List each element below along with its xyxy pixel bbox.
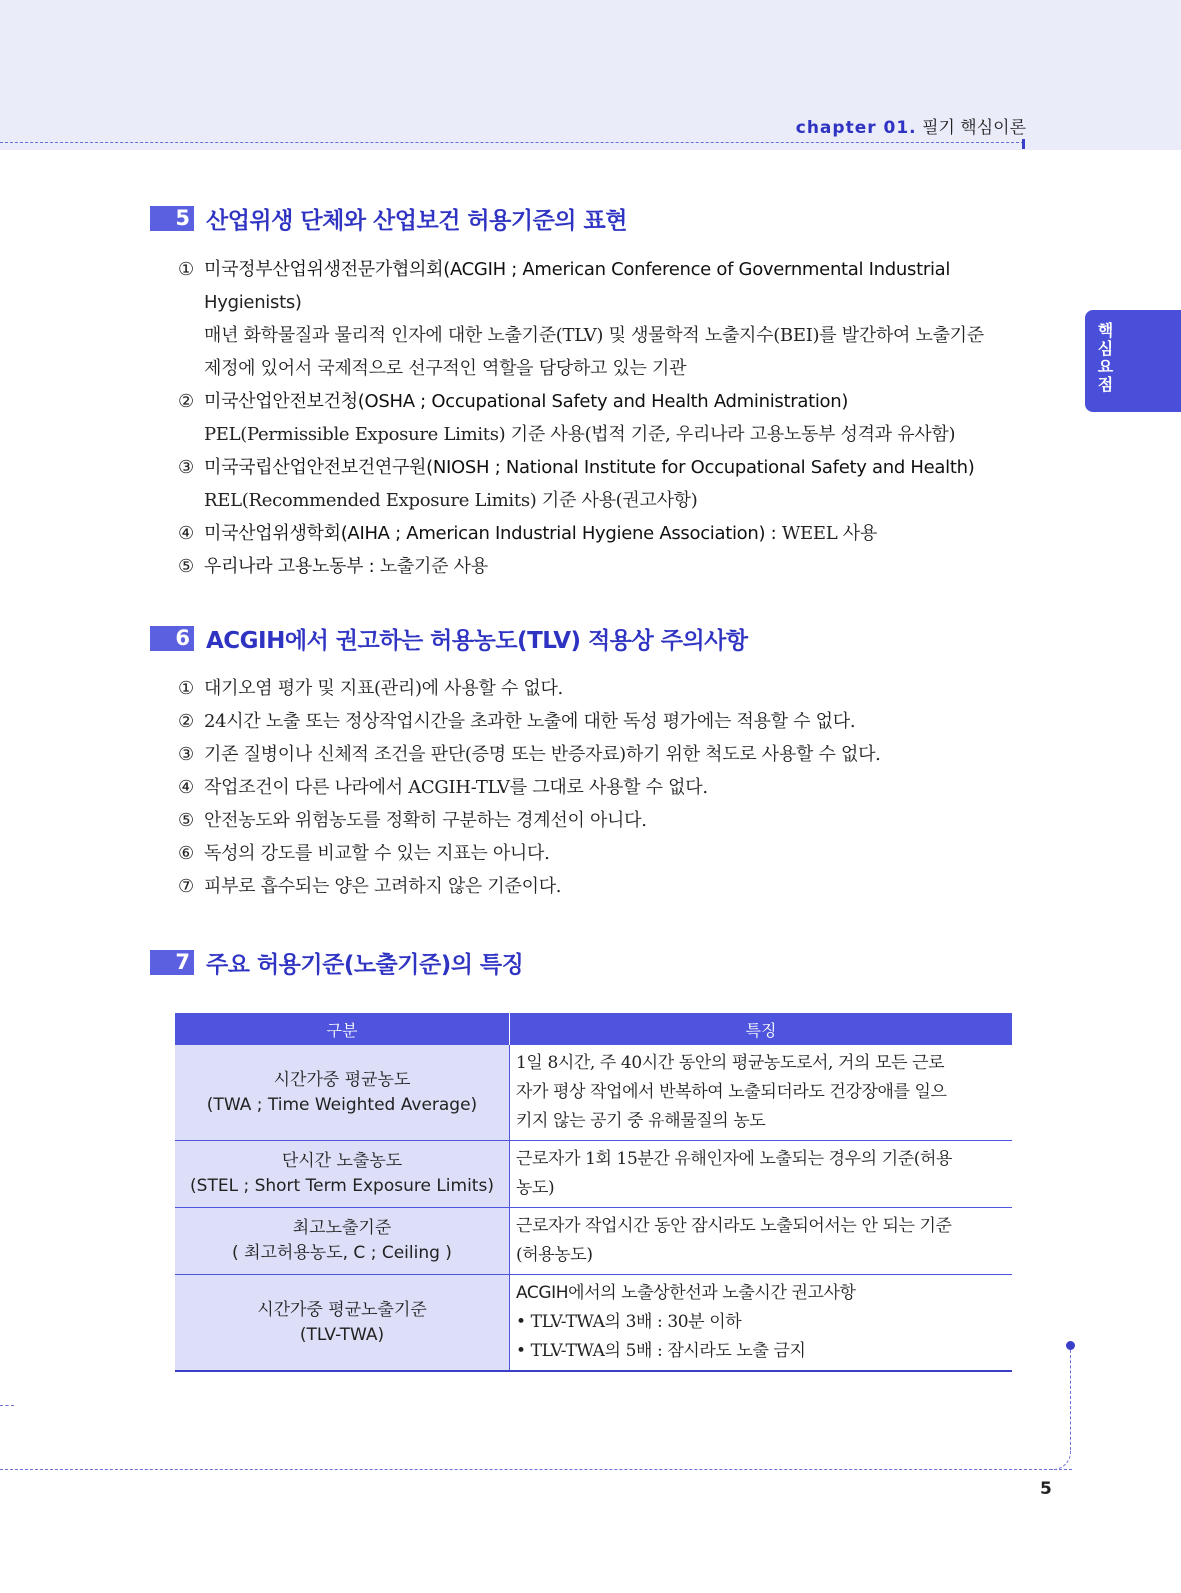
footer-corner-dash [1052,1450,1071,1470]
organization-name: 미국산업안전보건청(OSHA ; Occupational Safety and Health Administration) [204,391,849,412]
header-divider [0,142,1024,143]
section-number: 5 [150,206,194,231]
list-item [178,771,1018,804]
item-description: 매년 화학물질과 물리적 인자에 대한 노출기준(TLV) 및 생물학적 노출지수(BEI)를 발간하여 노출기준 [204,325,984,346]
feature-line: 자가 평상 작업에서 반복하여 노출되더라도 건강장애를 일으 [516,1082,947,1102]
item-marker: ③ [178,744,194,765]
side-tab-label: 핵심요점 [1095,322,1114,394]
item-marker: ① [178,259,194,280]
list-item [178,253,1018,286]
category-cell [175,1045,510,1141]
item-text: 대기오염 평가 및 지표(관리)에 사용할 수 없다. [204,678,563,699]
footer-divider [0,1469,1072,1470]
feature-line: • TLV-TWA의 3배 : 30분 이하 [516,1312,742,1332]
organization-name: 미국국립산업안전보건연구원(NIOSH ; National Institute for Occupational Safety and Health) [204,457,975,478]
footer-vertical-dash [1070,1350,1071,1450]
category-abbr: ( 최고허용농도, C ; Ceiling ) [232,1243,452,1263]
item-marker: ⑤ [178,556,194,577]
section-title: 산업위생 단체와 산업보건 허용기준의 표현 [206,207,627,234]
table-row [175,1045,1012,1141]
exposure-standards-table [175,1013,1012,1372]
item-description: PEL(Permissible Exposure Limits) 기준 사용(법적 기준, 우리나라 고용노동부 성격과 유사함) [204,424,956,445]
item-marker: ⑦ [178,876,194,897]
column-header: 구분 [175,1013,510,1045]
feature-line: (허용농도) [516,1245,593,1265]
feature-line: 키지 않는 공기 중 유해물질의 농도 [516,1111,766,1131]
category-name: 시간가중 평균노출기준 [257,1299,427,1320]
feature-line: 근로자가 1회 15분간 유해인자에 노출되는 경우의 기준(허용 [516,1149,953,1169]
column-header: 특징 [510,1013,1013,1045]
item-text: 작업조건이 다른 나라에서 ACGIH-TLV를 그대로 사용할 수 없다. [204,777,708,798]
list-item [178,385,1018,418]
item-marker: ② [178,391,194,412]
category-abbr: (TWA ; Time Weighted Average) [206,1094,478,1115]
category-abbr: (TLV-TWA) [299,1324,385,1345]
chapter-title: 필기 핵심이론 [922,118,1026,138]
list-item [178,517,1018,550]
feature-line: 근로자가 작업시간 동안 잠시라도 노출되어서는 안 되는 기준 [516,1216,952,1236]
section-6-heading [150,620,748,656]
list-item [178,550,1018,583]
feature-line: 농도) [516,1178,555,1198]
chapter-heading [796,113,1026,138]
item-marker: ⑤ [178,810,194,831]
section-title: 주요 허용기준(노출기준)의 특징 [206,951,524,978]
item-description: 제정에 있어서 국제적으로 선구적인 역할을 담당하고 있는 기관 [204,358,687,379]
item-text: 독성의 강도를 비교할 수 있는 지표는 아니다. [204,843,550,864]
section-7-heading [150,944,523,980]
feature-line: • TLV-TWA의 5배 : 잠시라도 노출 금지 [516,1341,806,1361]
item-description: REL(Recommended Exposure Limits) 기준 사용(권고사항) [204,490,698,511]
feature-cell [510,1141,1013,1208]
item-text: 24시간 노출 또는 정상작업시간을 초과한 노출에 대한 독성 평가에는 적용할 수 없다. [204,711,856,732]
page-number: 5 [1040,1479,1052,1499]
section-5-heading [150,200,627,236]
organization-name-cont [204,286,302,319]
feature-line: ACGIH에서의 노출상한선과 노출시간 권고사항 [516,1283,856,1303]
list-item [178,451,1018,484]
section-number: 6 [150,626,194,651]
list-item [178,705,1018,738]
chapter-label: chapter 01. [795,118,917,138]
item-text: 안전농도와 위험농도를 정확히 구분하는 경계선이 아니다. [204,810,647,831]
list-item [178,738,1018,771]
category-name: 단시간 노출농도 [281,1151,403,1171]
list-item [178,672,1018,705]
feature-cell [510,1208,1013,1275]
header-divider-tick [1022,139,1025,149]
item-tail: WEEL 사용 [781,523,877,544]
feature-cell [510,1275,1013,1372]
category-name: 시간가중 평균농도 [273,1069,411,1090]
item-marker: ③ [178,457,194,478]
organization-name: 미국산업위생학회(AIHA ; American Industrial Hygiene Association) : [204,523,782,544]
organization-name: 우리나라 고용노동부 : [204,556,380,577]
section-number: 7 [150,950,194,975]
item-marker: ④ [178,523,194,544]
table-header-row [175,1013,1012,1045]
feature-cell [510,1045,1013,1141]
item-marker: ⑥ [178,843,194,864]
organization-name: 미국정부산업위생전문가협의회(ACGIH ; American Conference of Governmental Industrial [204,259,951,280]
table-row [175,1141,1012,1208]
item-tail: 노출기준 사용 [379,556,488,577]
category-abbr: (STEL ; Short Term Exposure Limits) [190,1176,494,1196]
item-marker: ② [178,711,194,732]
side-tab [1085,310,1181,412]
item-marker: ④ [178,777,194,798]
list-item [178,870,1018,903]
list-item [178,804,1018,837]
table-row [175,1275,1012,1372]
category-name: 최고노출기준 [292,1218,392,1238]
table-row [175,1208,1012,1275]
item-text: 기존 질병이나 신체적 조건을 판단(증명 또는 반증자료)하기 위한 척도로 사용할 수 없다. [204,744,881,765]
organization-name-continuation: Hygienists) [204,292,302,313]
category-cell [175,1141,510,1208]
category-cell [175,1208,510,1275]
footer-dot [1066,1341,1075,1350]
left-margin-dash [0,1405,14,1406]
section-title: ACGIH에서 권고하는 허용농도(TLV) 적용상 주의사항 [206,627,748,654]
list-item [178,837,1018,870]
item-text: 피부로 흡수되는 양은 고려하지 않은 기준이다. [204,876,562,897]
feature-line: 1일 8시간, 주 40시간 동안의 평균농도로서, 거의 모든 근로 [516,1053,945,1073]
item-marker: ① [178,678,194,699]
category-cell [175,1275,510,1372]
